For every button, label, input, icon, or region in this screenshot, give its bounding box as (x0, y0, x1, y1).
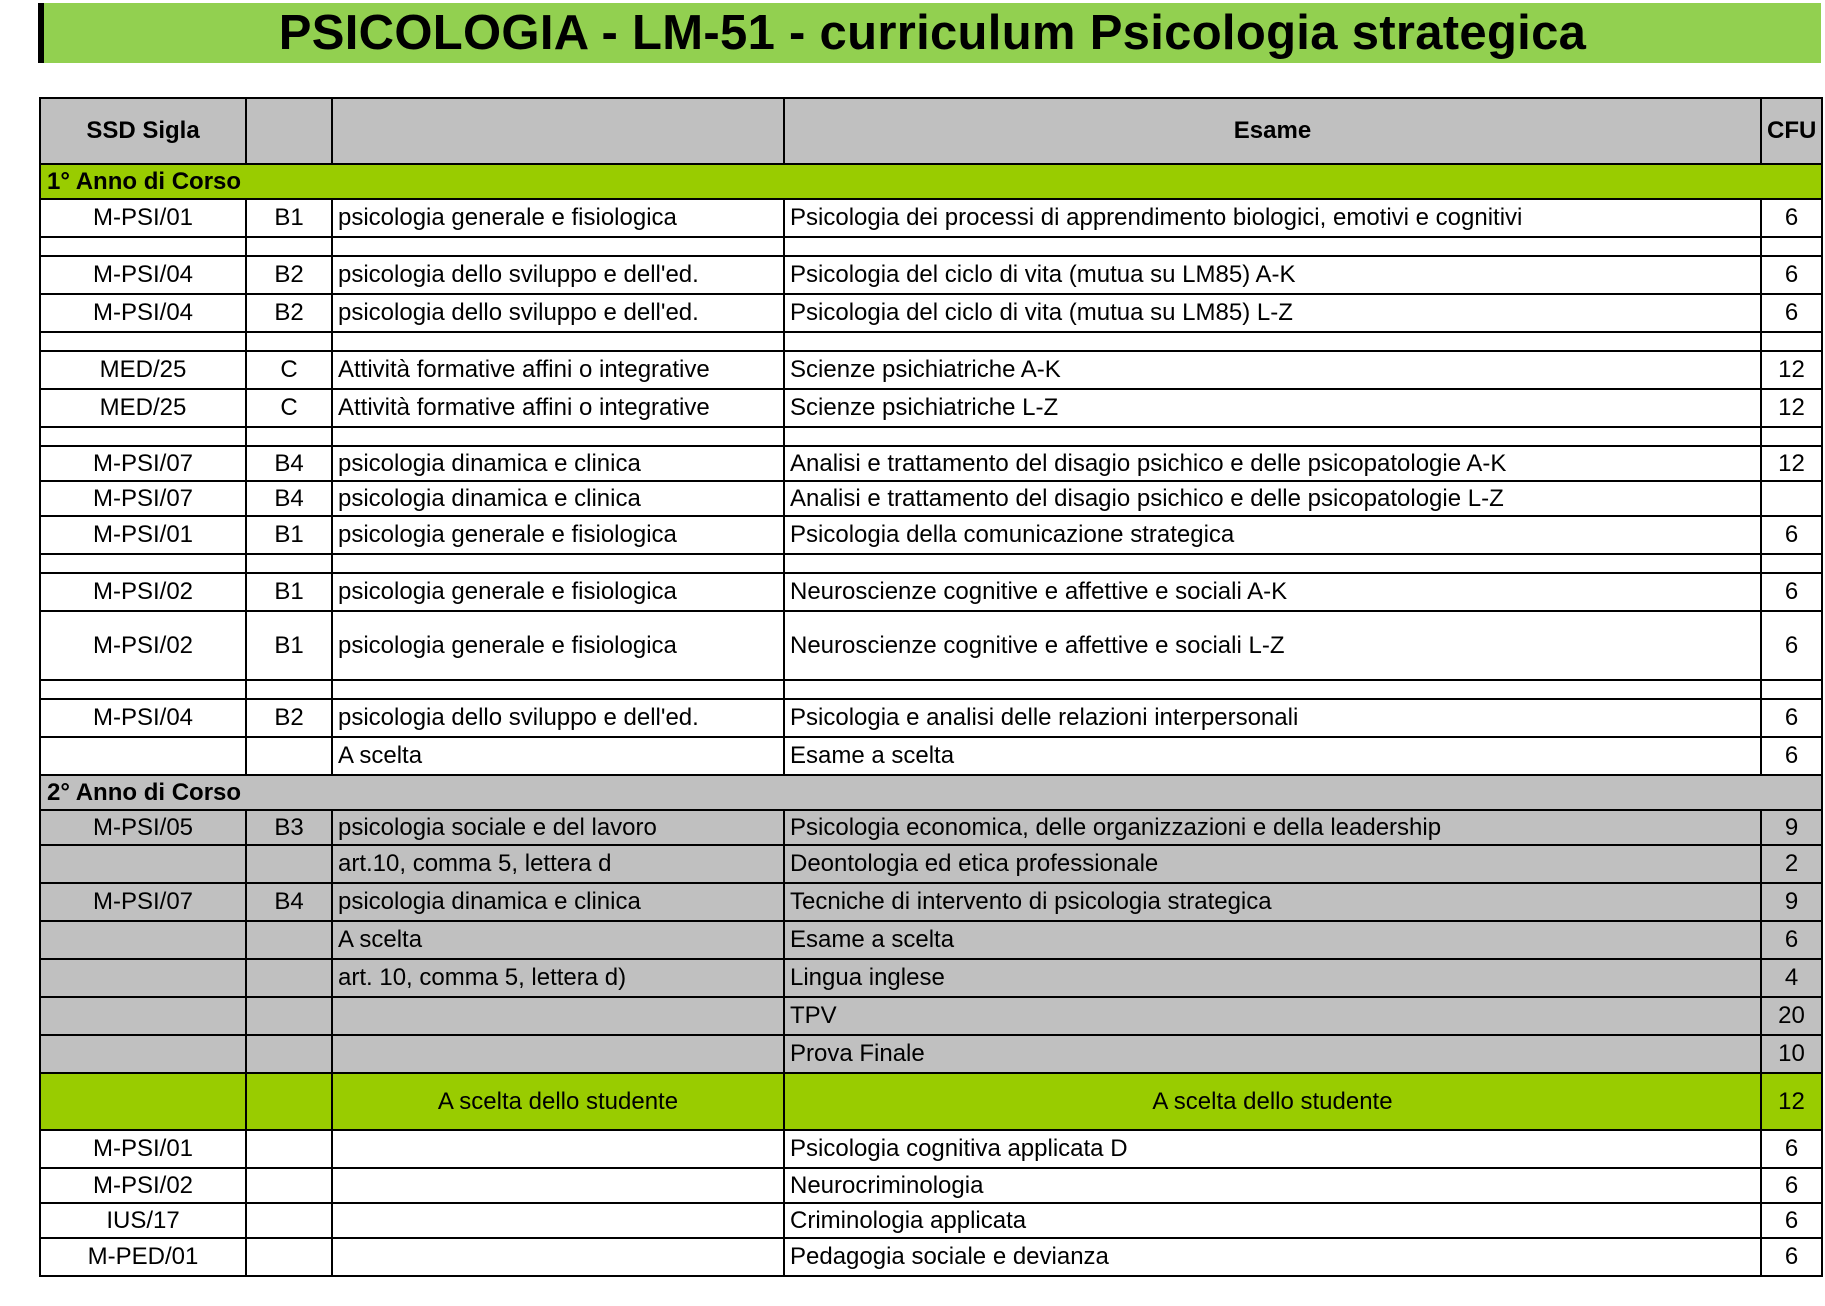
ssd-cell (40, 959, 246, 997)
esame-cell: Psicologia del ciclo di vita (mutua su LM85) L-Z (784, 294, 1761, 332)
table-row (40, 199, 1822, 237)
ssd-cell: M-PSI/07 (40, 446, 246, 481)
cfu-cell: 12 (1761, 351, 1822, 389)
ssd-cell: M-PSI/05 (40, 810, 246, 845)
cfu-cell: 6 (1761, 256, 1822, 294)
ambito-cell: psicologia dello sviluppo e dell'ed. (332, 294, 784, 332)
sigla-cell (246, 997, 332, 1035)
sigla-cell: B1 (246, 516, 332, 554)
choice-esame: A scelta dello studente (784, 1073, 1761, 1130)
table-row (40, 921, 1822, 959)
spacer-row (40, 332, 1822, 351)
esame-cell: TPV (784, 997, 1761, 1035)
ssd-cell: M-PED/01 (40, 1238, 246, 1276)
esame-cell: Neuroscienze cognitive e affettive e sociali L-Z (784, 611, 1761, 680)
header-col2 (246, 98, 332, 164)
header-col3 (332, 98, 784, 164)
table-row (40, 883, 1822, 921)
cfu-cell: 20 (1761, 997, 1822, 1035)
table-row (40, 997, 1822, 1035)
ssd-cell (40, 921, 246, 959)
esame-cell: Esame a scelta (784, 737, 1761, 775)
ambito-cell: art. 10, comma 5, lettera d) (332, 959, 784, 997)
ambito-cell: psicologia generale e fisiologica (332, 573, 784, 611)
sigla-cell: B2 (246, 294, 332, 332)
table-row (40, 294, 1822, 332)
esame-cell: Prova Finale (784, 1035, 1761, 1073)
ssd-cell: IUS/17 (40, 1203, 246, 1238)
sigla-cell (246, 737, 332, 775)
sigla-cell (246, 921, 332, 959)
sigla-cell: B4 (246, 446, 332, 481)
ambito-cell: Attività formative affini o integrative (332, 389, 784, 427)
ambito-cell: psicologia generale e fisiologica (332, 516, 784, 554)
table-row (40, 810, 1822, 845)
cfu-cell: 6 (1761, 573, 1822, 611)
cfu-cell: 6 (1761, 199, 1822, 237)
year2-label: 2° Anno di Corso (40, 775, 1822, 810)
ssd-cell: MED/25 (40, 351, 246, 389)
ambito-cell (332, 997, 784, 1035)
table-row (40, 1238, 1822, 1276)
sigla-cell: B2 (246, 256, 332, 294)
table-row (40, 1035, 1822, 1073)
esame-cell: Psicologia e analisi delle relazioni interpersonali (784, 699, 1761, 737)
esame-cell: Scienze psichiatriche L-Z (784, 389, 1761, 427)
ambito-cell: A scelta (332, 921, 784, 959)
ssd-cell: M-PSI/07 (40, 883, 246, 921)
cfu-cell: 6 (1761, 516, 1822, 554)
esame-cell: Psicologia dei processi di apprendimento biologici, emotivi e cognitivi (784, 199, 1761, 237)
cfu-cell: 6 (1761, 1238, 1822, 1276)
ambito-cell: psicologia generale e fisiologica (332, 611, 784, 680)
cfu-cell: 9 (1761, 883, 1822, 921)
table-row (40, 1203, 1822, 1238)
sigla-cell: B3 (246, 810, 332, 845)
ssd-cell: M-PSI/04 (40, 699, 246, 737)
table-row (40, 611, 1822, 680)
sigla-cell (246, 845, 332, 883)
table-row (40, 351, 1822, 389)
ambito-cell: psicologia dinamica e clinica (332, 481, 784, 516)
esame-cell: Scienze psichiatriche A-K (784, 351, 1761, 389)
ambito-cell: A scelta (332, 737, 784, 775)
ssd-cell: M-PSI/01 (40, 199, 246, 237)
page-title: PSICOLOGIA - LM-51 - curriculum Psicologia strategica (38, 3, 1821, 63)
ssd-cell (40, 845, 246, 883)
esame-cell: Criminologia applicata (784, 1203, 1761, 1238)
cfu-cell: 6 (1761, 1203, 1822, 1238)
esame-cell: Tecniche di intervento di psicologia strategica (784, 883, 1761, 921)
ssd-cell (40, 1035, 246, 1073)
cfu-cell: 9 (1761, 810, 1822, 845)
esame-cell: Psicologia economica, delle organizzazioni e della leadership (784, 810, 1761, 845)
year1-label: 1° Anno di Corso (40, 164, 1822, 199)
ambito-cell: art.10, comma 5, lettera d (332, 845, 784, 883)
table-row (40, 1130, 1822, 1168)
cfu-cell: 6 (1761, 1168, 1822, 1203)
ambito-cell: psicologia dinamica e clinica (332, 883, 784, 921)
spacer-row (40, 237, 1822, 256)
header-ssd: SSD Sigla (40, 98, 246, 164)
cfu-cell: 6 (1761, 737, 1822, 775)
ssd-cell: M-PSI/04 (40, 256, 246, 294)
choice-empty-cell (246, 1073, 332, 1130)
cfu-cell: 6 (1761, 1130, 1822, 1168)
spacer-row (40, 680, 1822, 699)
ambito-cell (332, 1035, 784, 1073)
sigla-cell: C (246, 351, 332, 389)
table-row (40, 389, 1822, 427)
esame-cell: Psicologia del ciclo di vita (mutua su LM85) A-K (784, 256, 1761, 294)
table-row (40, 446, 1822, 481)
curriculum-table (39, 97, 1823, 1277)
choice-header-row (40, 1073, 1822, 1130)
cfu-cell (1761, 481, 1822, 516)
ambito-cell: psicologia generale e fisiologica (332, 199, 784, 237)
ambito-cell: psicologia dello sviluppo e dell'ed. (332, 256, 784, 294)
header-cfu: CFU (1761, 98, 1822, 164)
year1-section (40, 164, 1822, 199)
sigla-cell: B2 (246, 699, 332, 737)
ssd-cell: M-PSI/07 (40, 481, 246, 516)
sigla-cell: B4 (246, 883, 332, 921)
ssd-cell: M-PSI/04 (40, 294, 246, 332)
table-row (40, 1168, 1822, 1203)
ssd-cell: M-PSI/01 (40, 1130, 246, 1168)
table-row (40, 256, 1822, 294)
ssd-cell: M-PSI/02 (40, 573, 246, 611)
table-row (40, 573, 1822, 611)
year2-section (40, 775, 1822, 810)
esame-cell: Pedagogia sociale e devianza (784, 1238, 1761, 1276)
ssd-cell (40, 997, 246, 1035)
ambito-cell: psicologia dello sviluppo e dell'ed. (332, 699, 784, 737)
sigla-cell (246, 959, 332, 997)
cfu-cell: 6 (1761, 921, 1822, 959)
sigla-cell: B1 (246, 573, 332, 611)
table-row (40, 845, 1822, 883)
sigla-cell: B1 (246, 611, 332, 680)
sigla-cell: B4 (246, 481, 332, 516)
esame-cell: Neuroscienze cognitive e affettive e sociali A-K (784, 573, 1761, 611)
ssd-cell: M-PSI/02 (40, 1168, 246, 1203)
ambito-cell: psicologia sociale e del lavoro (332, 810, 784, 845)
ambito-cell: psicologia dinamica e clinica (332, 446, 784, 481)
table-row (40, 699, 1822, 737)
choice-ambito: A scelta dello studente (332, 1073, 784, 1130)
table-row (40, 516, 1822, 554)
esame-cell: Psicologia cognitiva applicata D (784, 1130, 1761, 1168)
table-row (40, 481, 1822, 516)
esame-cell: Esame a scelta (784, 921, 1761, 959)
sigla-cell: B1 (246, 199, 332, 237)
ssd-cell: MED/25 (40, 389, 246, 427)
esame-cell: Psicologia della comunicazione strategica (784, 516, 1761, 554)
table-row (40, 959, 1822, 997)
table-header (40, 98, 1822, 164)
sigla-cell: C (246, 389, 332, 427)
cfu-cell: 6 (1761, 611, 1822, 680)
esame-cell: Neurocriminologia (784, 1168, 1761, 1203)
ssd-cell (40, 737, 246, 775)
cfu-cell: 10 (1761, 1035, 1822, 1073)
cfu-cell: 6 (1761, 699, 1822, 737)
cfu-cell: 6 (1761, 294, 1822, 332)
table-row (40, 737, 1822, 775)
ssd-cell: M-PSI/02 (40, 611, 246, 680)
ambito-cell: Attività formative affini o integrative (332, 351, 784, 389)
spacer-row (40, 554, 1822, 573)
esame-cell: Deontologia ed etica professionale (784, 845, 1761, 883)
header-esame: Esame (784, 98, 1761, 164)
spacer-row (40, 427, 1822, 446)
cfu-cell: 12 (1761, 389, 1822, 427)
esame-cell: Analisi e trattamento del disagio psichico e delle psicopatologie L-Z (784, 481, 1761, 516)
cfu-cell: 2 (1761, 845, 1822, 883)
cfu-cell: 12 (1761, 446, 1822, 481)
ssd-cell: M-PSI/01 (40, 516, 246, 554)
choice-empty-cell (40, 1073, 246, 1130)
sigla-cell (246, 1035, 332, 1073)
esame-cell: Analisi e trattamento del disagio psichico e delle psicopatologie A-K (784, 446, 1761, 481)
choice-cfu: 12 (1761, 1073, 1822, 1130)
cfu-cell: 4 (1761, 959, 1822, 997)
esame-cell: Lingua inglese (784, 959, 1761, 997)
